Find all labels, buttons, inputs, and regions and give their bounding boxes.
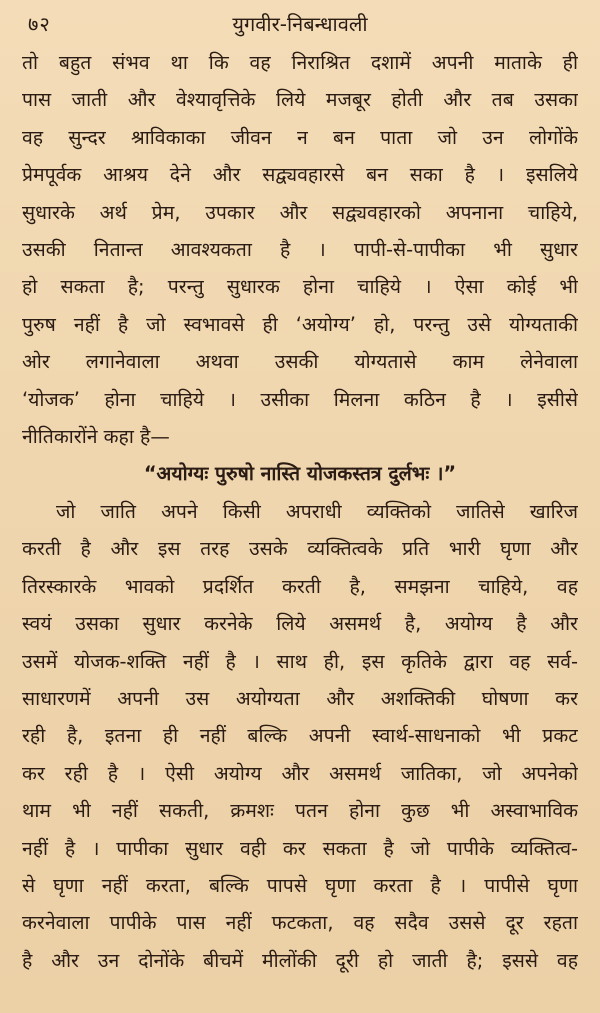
text-line: तो बहुत संभव था कि वह निराश्रित दशामें अपनी माताके ही bbox=[22, 51, 578, 74]
text-line: से घृणा नहीं करता, बल्कि पापसे घृणा करता है । पापीसे घृणा bbox=[22, 873, 578, 897]
text-line: जो जाति अपने किसी अपराधी व्यक्तिको जातिसे खारिज bbox=[56, 499, 578, 523]
text-line: वह सुन्दर श्राविकाका जीवन न बन पाता जो उन लोगोंके bbox=[22, 125, 578, 149]
body-text bbox=[22, 44, 578, 979]
sanskrit-quote: “अयोग्यः पुरुषो नास्ति योजकस्तत्र दुर्लभः ।” bbox=[143, 462, 457, 486]
text-line: साधारणमें अपनी उस अयोग्यता और अशक्तिकी घोषणा कर bbox=[22, 686, 578, 710]
running-title: युगवीर-निबन्धावली bbox=[232, 12, 368, 36]
text-line: करनेवाला पापीके पास नहीं फटकता, वह सदैव उससे दूर रहता bbox=[22, 911, 578, 935]
page-header bbox=[22, 0, 578, 44]
text-line: नीतिकारोंने कहा है— bbox=[22, 425, 170, 449]
page-number: ७२ bbox=[28, 12, 51, 36]
text-line: करती है और इस तरह उसके व्यक्तित्वके प्रति भारी घृणा और bbox=[22, 537, 578, 561]
text-line: उसकी नितान्त आवश्यकता है । पापी-से-पापीका भी सुधार bbox=[22, 238, 578, 262]
text-line: कर रही है । ऐसी अयोग्य और असमर्थ जातिका, जो अपनेको bbox=[22, 761, 578, 785]
text-line: तिरस्कारके भावको प्रदर्शित करती है, समझना चाहिये, वह bbox=[22, 574, 578, 598]
text-line: प्रेमपूर्वक आश्रय देने और सद्व्यवहारसे बन सका है । इसलिये bbox=[22, 163, 578, 187]
text-line: ओर लगानेवाला अथवा उसकी योग्यतासे काम लेनेवाला bbox=[22, 350, 578, 374]
text-line: पुरुष नहीं है जो स्वभावसे ही ‘अयोग्य’ हो, परन्तु उसे योग्यताकी bbox=[22, 312, 578, 336]
text-line: उसमें योजक-शक्ति नहीं है । साथ ही, इस कृतिके द्वारा वह सर्व- bbox=[22, 649, 578, 673]
text-line: सुधारके अर्थ प्रेम, उपकार और सद्व्यवहारको अपनाना चाहिये, bbox=[22, 200, 578, 224]
text-line: स्वयं उसका सुधार करनेके लिये असमर्थ है, अयोग्य है और bbox=[22, 612, 578, 636]
text-line: नहीं है । पापीका सुधार वही कर सकता है जो पापीके व्यक्तित्व- bbox=[22, 836, 578, 860]
text-line: पास जाती और वेश्यावृत्तिके लिये मजबूर होती और तब उसका bbox=[22, 88, 578, 112]
text-line: ‘योजक’ होना चाहिये । उसीका मिलना कठिन है । इसीसे bbox=[22, 387, 578, 411]
text-line: है और उन दोनोंके बीचमें मीलोंकी दूरी हो जाती है; इससे वह bbox=[22, 948, 578, 972]
text-line: हो सकता है; परन्तु सुधारक होना चाहिये । ऐसा कोई भी bbox=[22, 275, 578, 299]
text-line: थाम भी नहीं सकती, क्रमशः पतन होना कुछ भी अस्वाभाविक bbox=[22, 799, 578, 823]
text-line: रही है, इतना ही नहीं बल्कि अपनी स्वार्थ-साधनाको भी प्रकट bbox=[22, 724, 578, 748]
